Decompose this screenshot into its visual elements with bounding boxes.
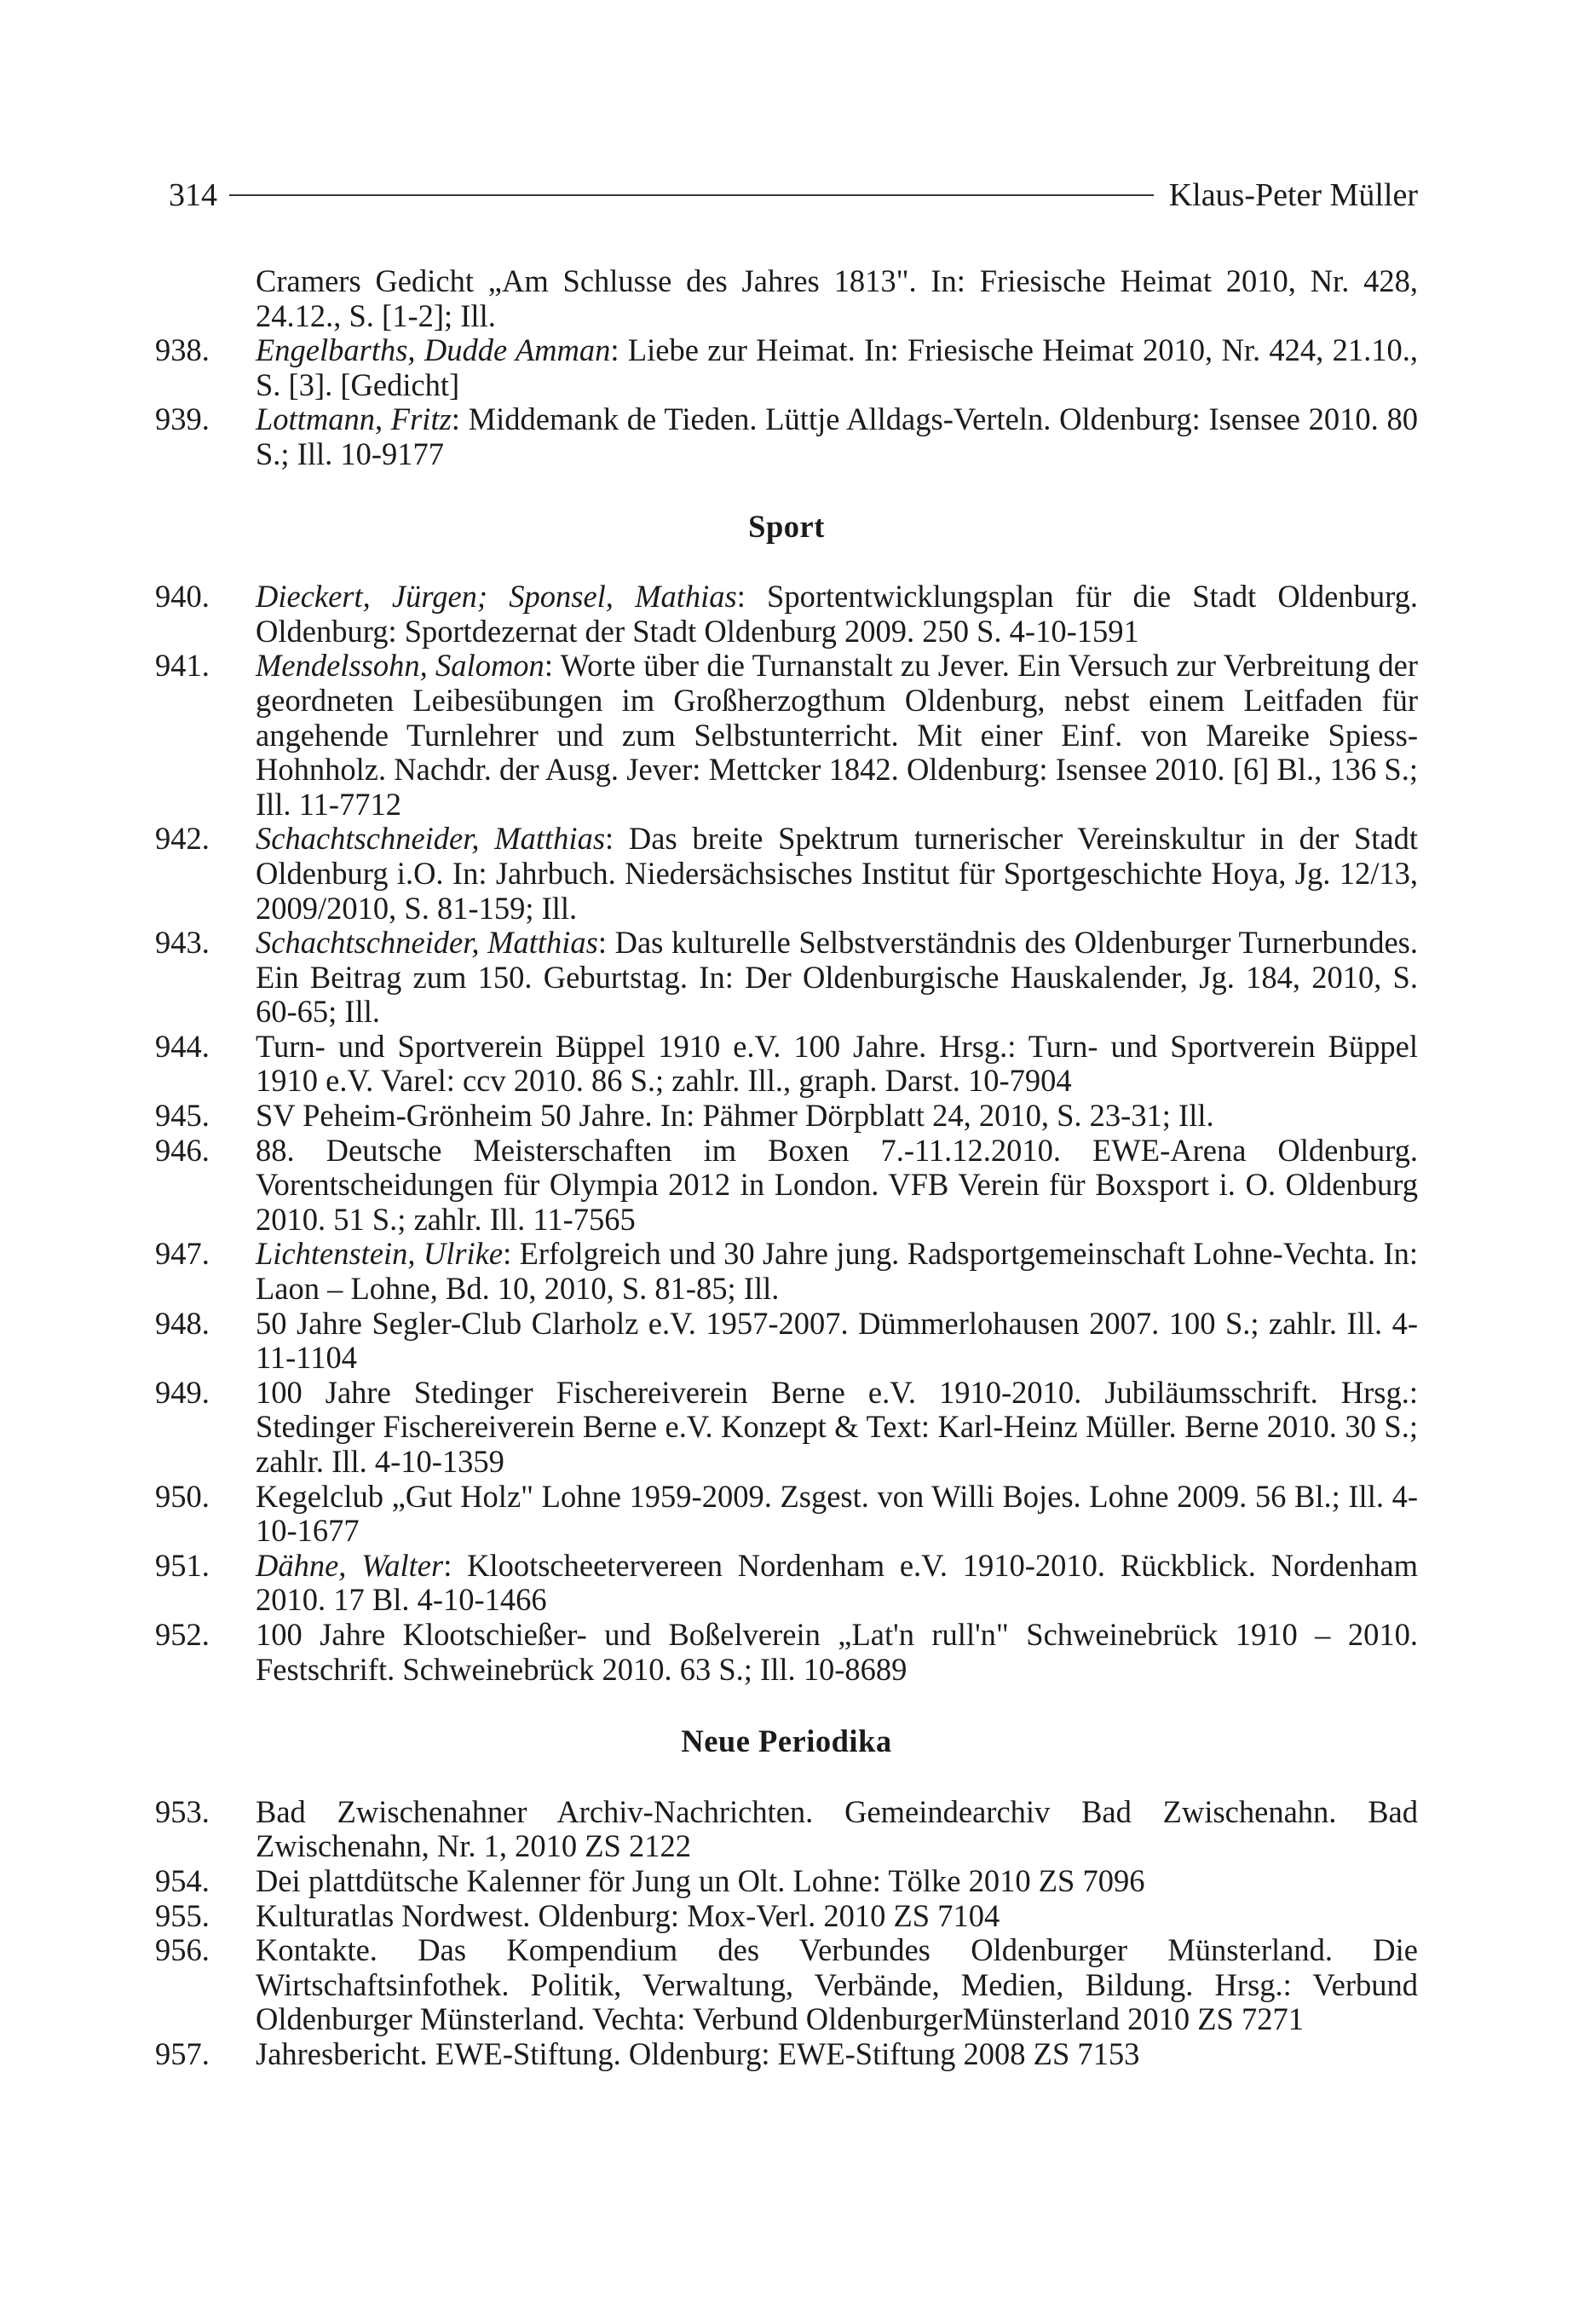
- bibliography-entry: [155, 1134, 1418, 1238]
- entry-number: 938.: [155, 332, 210, 368]
- entry-text: Mendelssohn, Salomon: Worte über die Turnanstalt zu Jever. Ein Versuch zur Verbreitung der geordneten Leibesübungen im Großherzogthum Oldenburg, nebst einem Leitfaden für angehende Turnlehrer und zum Selbstunterricht. Mit einer Einf. von Mareike Spiess-Hohnholz. Nachdr. der Ausg. Jever: Mettcker 1842. Oldenburg: Isensee 2010. [6] Bl., 136 S.; Ill. 11-7712: [256, 648, 1418, 822]
- sections: [155, 510, 1418, 2072]
- entry-author: Lottmann, Fritz: [256, 401, 452, 437]
- bibliography-entry: [155, 264, 1418, 333]
- running-head: Klaus-Peter Müller: [1168, 177, 1418, 213]
- entry-text: Kontakte. Das Kompendium des Verbundes Oldenburger Münsterland. Die Wirtschaftsinfothek. Politik, Verwaltung, Verbände, Medien, Bildung. Hrsg.: Verbund Oldenburger Münsterland. Vechta: Verbund OldenburgerMünsterland 2010 ZS 7271: [256, 1932, 1418, 2037]
- bibliography-entry: [155, 1899, 1418, 1934]
- page-number: 314: [169, 177, 217, 213]
- bibliography-entry: [155, 1030, 1418, 1099]
- entry-text: Bad Zwischenahner Archiv-Nachrichten. Gemeindearchiv Bad Zwischenahn. Bad Zwischenahn, Nr. 1, 2010 ZS 2122: [256, 1793, 1418, 1864]
- entry-number: 939.: [155, 401, 210, 437]
- entry-author: Schachtschneider, Matthias: [256, 821, 606, 857]
- entry-author: Schachtschneider, Matthias: [256, 925, 598, 961]
- entry-text: Schachtschneider, Matthias: Das breite Spektrum turnerischer Vereinskultur in der Stadt Oldenburg i.O. In: Jahrbuch. Niedersächsisches Institut für Sportgeschichte Hoya, Jg. 12/13, 2009/2010, S. 81-159; Ill.: [256, 821, 1419, 926]
- entry-number: 942.: [155, 821, 210, 857]
- entry-number: 943.: [155, 925, 210, 961]
- entry-text: 100 Jahre Stedinger Fischereiverein Berne e.V. 1910-2010. Jubiläumsschrift. Hrsg.: Stedinger Fischereiverein Berne e.V. Konzept & Text: Karl-Heinz Müller. Berne 2010. 30 S.; zahlr. Ill. 4-10-1359: [256, 1374, 1418, 1479]
- bibliography-entry: [155, 1480, 1418, 1549]
- bibliography-content: [155, 264, 1418, 2072]
- entry-number: 941.: [155, 648, 210, 684]
- bibliography-entry: [155, 649, 1418, 822]
- entry-text: Dei plattdütsche Kalenner för Jung un Olt. Lohne: Tölke 2010 ZS 7096: [256, 1862, 1145, 1898]
- entry-number: 957.: [155, 2035, 210, 2071]
- bibliography-entry: [155, 926, 1418, 1030]
- entry-author: Dieckert, Jürgen; Sponsel, Mathias: [256, 579, 737, 615]
- entry-number: 950.: [155, 1478, 210, 1514]
- bibliography-entry: [155, 1099, 1418, 1134]
- entry-text: Cramers Gedicht „Am Schlusse des Jahres 1813". In: Friesische Heimat 2010, Nr. 428, 24.12., S. [1-2]; Ill.: [256, 263, 1418, 333]
- entry-text: SV Peheim-Grönheim 50 Jahre. In: Pähmer Dörpblatt 24, 2010, S. 23-31; Ill.: [256, 1098, 1214, 1134]
- entry-author: Mendelssohn, Salomon: [256, 648, 544, 684]
- entry-text: Kegelclub „Gut Holz" Lohne 1959-2009. Zsgest. von Willi Bojes. Lohne 2009. 56 Bl.; Ill. 4-10-1677: [256, 1478, 1418, 1549]
- bibliography-entry: [155, 1237, 1418, 1306]
- entry-number: 956.: [155, 1932, 210, 1968]
- entry-number: 946.: [155, 1132, 210, 1168]
- entry-number: 944.: [155, 1028, 210, 1064]
- entry-text: Schachtschneider, Matthias: Das kulturelle Selbstverständnis des Oldenburger Turnerbundes. Ein Beitrag zum 150. Geburtstag. In: Der Oldenburgische Hauskalender, Jg. 184, 2010, S. 60-65; Ill.: [256, 925, 1418, 1030]
- entry-author: Engelbarths, Dudde Amman: [256, 332, 611, 368]
- bibliography-entry: [155, 822, 1418, 926]
- bibliography-entry: [155, 402, 1418, 471]
- bibliography-entry: [155, 1795, 1418, 1864]
- entry-text: 50 Jahre Segler-Club Clarholz e.V. 1957-2007. Dümmerlohausen 2007. 100 S.; zahlr. Ill. 4-11-1104: [256, 1305, 1418, 1376]
- entry-author: Lichtenstein, Ulrike: [256, 1236, 504, 1272]
- bibliography-entry: [155, 1618, 1418, 1687]
- page-header: [169, 172, 1418, 218]
- entry-text: Lottmann, Fritz: Middemank de Tieden. Lüttje Alldags-Verteln. Oldenburg: Isensee 2010. 80 S.; Ill. 10-9177: [256, 401, 1418, 471]
- entry-text: Dähne, Walter: Klootscheetervereen Nordenham e.V. 1910-2010. Rückblick. Nordenham 2010. 17 Bl. 4-10-1466: [256, 1547, 1418, 1618]
- bibliography-entry: [155, 1933, 1418, 2037]
- entry-text: 100 Jahre Klootschießer- und Boßelverein „Lat'n rull'n" Schweinebrück 1910 – 2010. Festschrift. Schweinebrück 2010. 63 S.; Ill. 10-8689: [256, 1616, 1418, 1687]
- entry-author: Dähne, Walter: [256, 1547, 444, 1583]
- entry-text: 88. Deutsche Meisterschaften im Boxen 7.-11.12.2010. EWE-Arena Oldenburg. Vorentscheidungen für Olympia 2012 in London. VFB Verein für Boxsport i. O. Oldenburg 2010. 51 S.; zahlr. Ill. 11-7565: [256, 1132, 1418, 1237]
- entry-number: 955.: [155, 1897, 210, 1933]
- entry-number: 951.: [155, 1547, 210, 1583]
- section-heading: Sport: [748, 508, 825, 544]
- entry-text: Engelbarths, Dudde Amman: Liebe zur Heimat. In: Friesische Heimat 2010, Nr. 424, 21.10., S. [3]. [Gedicht]: [256, 332, 1418, 402]
- entry-text: Dieckert, Jürgen; Sponsel, Mathias: Sportentwicklungsplan für die Stadt Oldenburg. Oldenburg: Sportdezernat der Stadt Oldenburg 2009. 250 S. 4-10-1591: [256, 579, 1419, 649]
- entry-number: 947.: [155, 1236, 210, 1272]
- entry-number: 940.: [155, 579, 210, 615]
- bibliography-entry: [155, 1307, 1418, 1376]
- entry-text: Lichtenstein, Ulrike: Erfolgreich und 30 Jahre jung. Radsportgemeinschaft Lohne-Vechta. In: Laon – Lohne, Bd. 10, 2010, S. 81-85; Ill.: [256, 1236, 1418, 1307]
- entry-number: 948.: [155, 1305, 210, 1341]
- entry-number: 945.: [155, 1098, 210, 1134]
- bibliography-entry: [155, 580, 1418, 649]
- section-heading: Neue Periodika: [681, 1723, 892, 1759]
- bibliography-entry: [155, 1376, 1418, 1480]
- entry-text: Jahresbericht. EWE-Stiftung. Oldenburg: EWE-Stiftung 2008 ZS 7153: [256, 2035, 1140, 2071]
- intro-entries: [155, 264, 1418, 472]
- entry-number: 954.: [155, 1862, 210, 1898]
- bibliography-entry: [155, 1549, 1418, 1618]
- header-rule: [229, 194, 1154, 196]
- entry-text: Kulturatlas Nordwest. Oldenburg: Mox-Verl. 2010 ZS 7104: [256, 1897, 1000, 1933]
- entry-text: Turn- und Sportverein Büppel 1910 e.V. 100 Jahre. Hrsg.: Turn- und Sportverein Büppel 1910 e.V. Varel: ccv 2010. 86 S.; zahlr. Ill., graph. Darst. 10-7904: [256, 1028, 1418, 1099]
- bibliography-entry: [155, 2037, 1418, 2072]
- bibliography-entry: [155, 333, 1418, 402]
- entry-number: 952.: [155, 1616, 210, 1652]
- bibliography-entry: [155, 1864, 1418, 1899]
- entry-number: 953.: [155, 1793, 210, 1829]
- entry-number: 949.: [155, 1374, 210, 1410]
